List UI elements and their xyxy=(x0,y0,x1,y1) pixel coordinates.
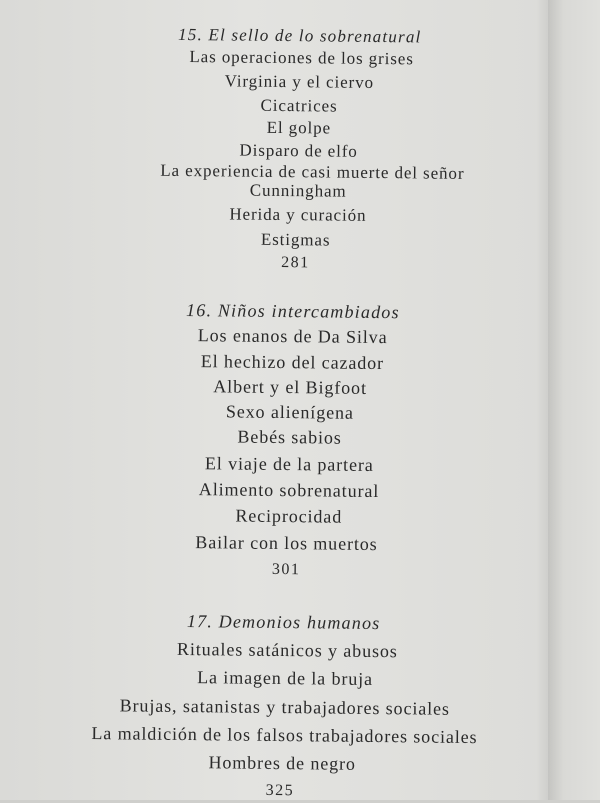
chapter-heading-16: 16. Niños intercambiados xyxy=(186,300,400,323)
toc-entry: El hechizo del cazador xyxy=(200,351,385,374)
page-number: 325 xyxy=(265,781,295,800)
toc-entry: Rituales satánicos y abusos xyxy=(176,638,398,662)
toc-entry: Cunningham xyxy=(249,180,347,201)
toc-entry: Los enanos de Da Silva xyxy=(197,325,388,348)
toc-entry: Bailar con los muertos xyxy=(195,532,378,555)
toc-entry: Disparo de elfo xyxy=(239,140,358,161)
toc-entry: Albert y el Bigfoot xyxy=(213,376,368,398)
page-number: 301 xyxy=(271,560,301,579)
toc-entry: Las operaciones de los grises xyxy=(189,47,414,69)
toc-entry: Brujas, satanistas y trabajadores sociales xyxy=(119,695,450,719)
toc-entry: La imagen de la bruja xyxy=(197,667,374,689)
toc-entry: Hombres de negro xyxy=(208,752,356,774)
page-number: 281 xyxy=(281,254,310,272)
toc-entry: Reciprocidad xyxy=(235,505,343,527)
toc-entry: Cicatrices xyxy=(260,95,338,116)
chapter-heading-17: 17. Demonios humanos xyxy=(186,611,381,634)
toc-entry: La experiencia de casi muerte del señor xyxy=(160,160,465,183)
toc-entry: Virginia y el ciervo xyxy=(224,71,375,92)
chapter-heading-15: 15. El sello de lo sobrenatural xyxy=(178,24,422,47)
toc-entry: La maldición de los falsos trabajadores sociales xyxy=(91,723,478,748)
toc-entry: Herida y curación xyxy=(229,204,367,225)
toc-entry: Sexo alienígena xyxy=(225,401,354,423)
toc-entry: El viaje de la partera xyxy=(204,453,374,475)
toc-entry: Estigmas xyxy=(260,229,331,250)
toc-entry: Bebés sabios xyxy=(237,426,342,448)
toc-entry: Alimento sobrenatural xyxy=(198,479,380,502)
toc-entry: El golpe xyxy=(266,117,332,138)
